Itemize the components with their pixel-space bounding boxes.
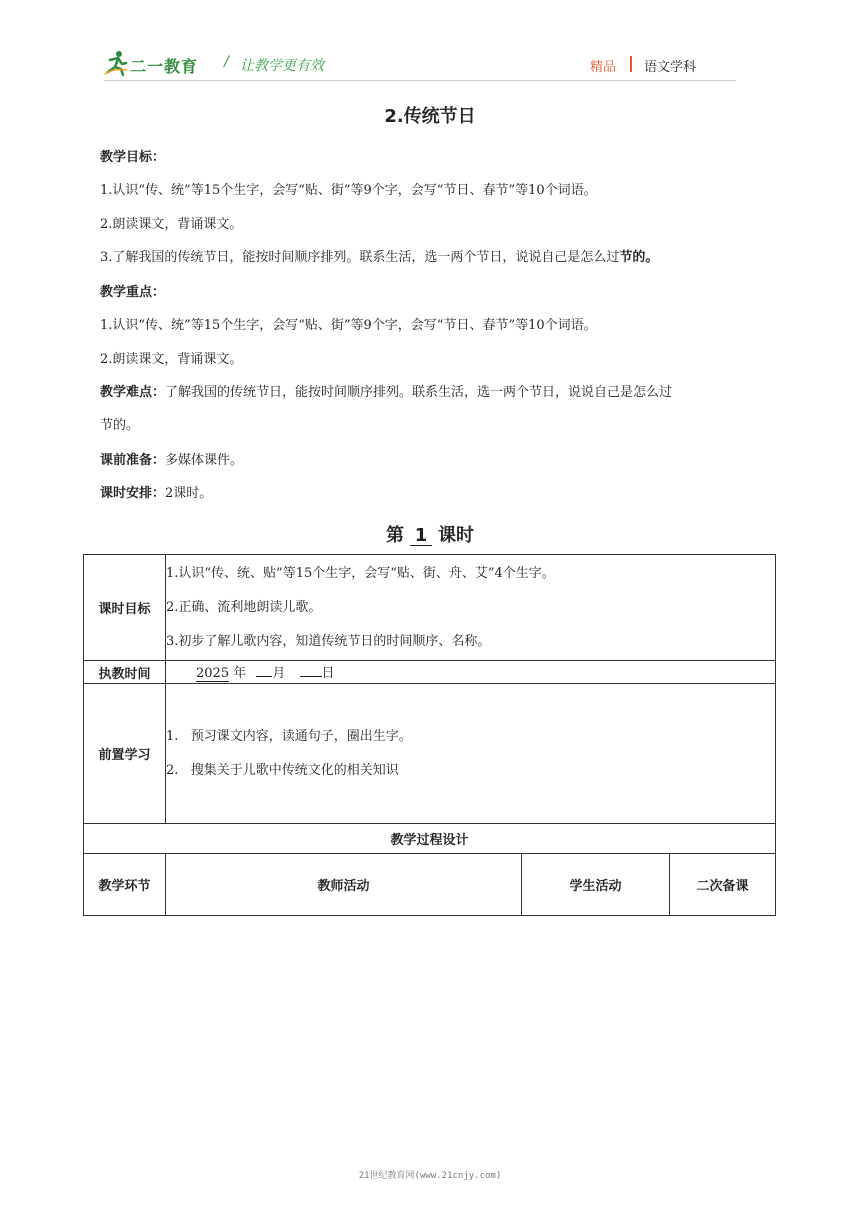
header-separator	[630, 56, 632, 72]
col-header: 学生活动	[522, 854, 670, 916]
table-row	[84, 555, 776, 661]
pre-study-item: 1. 预习课文内容，读通句子，圈出生字。	[166, 728, 412, 744]
goal-item: 2.朗读课文，背诵课文。	[100, 217, 243, 232]
time-label-cell: 执教时间	[84, 661, 166, 684]
time-value-cell: 2025 年 月 日	[166, 661, 776, 684]
lesson-goal-item: 2.正确、流利地朗读儿歌。	[166, 599, 322, 615]
pre-study-label-cell: 前置学习	[84, 684, 166, 824]
table-row	[84, 824, 776, 854]
prep-row: 课前准备：多媒体课件。	[100, 453, 244, 468]
year-value: 2025	[196, 666, 230, 681]
page-footer: 21世纪教育网(www.21cnjy.com)	[358, 1171, 502, 1181]
runner-logo-icon	[104, 50, 128, 76]
brand-tagline: 让教学更有效	[240, 58, 324, 74]
subject-label: 语文学科	[644, 60, 697, 75]
table-row	[84, 684, 776, 824]
premium-label: 精品	[590, 60, 617, 75]
header-slash: /	[224, 54, 229, 70]
table-row	[84, 854, 776, 916]
design-header-cell: 教学过程设计	[84, 824, 776, 854]
key-point-item: 2.朗读课文，背诵课文。	[100, 352, 243, 367]
pre-study-item: 2. 搜集关于儿歌中传统文化的相关知识	[166, 762, 399, 778]
lesson-heading: 第 1 课时	[386, 525, 474, 546]
brand-name: 二一教育	[130, 57, 199, 76]
col-header: 教学环节	[84, 854, 166, 916]
schedule-row: 课时安排：2课时。	[100, 486, 213, 501]
goals-label: 教学目标：	[100, 150, 166, 165]
goal-label-cell: 课时目标	[84, 555, 166, 661]
lesson-number: 1	[410, 527, 432, 546]
difficulty-row: 教学难点：了解我国的传统节日，能按时间顺序排列。联系生活，选一两个节日，说说自己是怎么过	[100, 385, 673, 400]
key-point-item: 1.认识“传、统”等15个生字，会写“贴、街”等9个字，会写“节日、春节”等10个词语。	[100, 318, 597, 333]
col-header: 二次备课	[670, 854, 776, 916]
day-blank	[300, 676, 322, 677]
goal-item: 1.认识“传、统”等15个生字，会写“贴、街”等9个字，会写“节日、春节”等10个词语。	[100, 183, 597, 198]
lesson-goal-item: 1.认识“传、统、贴”等15个生字，会写“贴、街、舟、艾”4个生字。	[166, 565, 555, 581]
lesson-goal-item: 3.初步了解儿歌内容，知道传统节日的时间顺序、名称。	[166, 633, 491, 649]
goal-item: 3.了解我国的传统节日，能按时间顺序排列。联系生活，选一两个节日，说说自己是怎么过节的。	[100, 250, 659, 265]
table-row	[84, 661, 776, 684]
goal-content-cell	[166, 555, 776, 661]
pre-study-content-cell	[166, 684, 776, 824]
month-blank	[256, 676, 272, 677]
col-header: 教师活动	[166, 854, 522, 916]
header-divider	[104, 80, 736, 81]
difficulty-cont: 节的。	[100, 418, 140, 433]
key-points-label: 教学重点：	[100, 285, 166, 300]
page-header	[104, 46, 736, 80]
lesson-plan-table	[83, 554, 776, 916]
page-title: 2.传统节日	[384, 106, 476, 127]
